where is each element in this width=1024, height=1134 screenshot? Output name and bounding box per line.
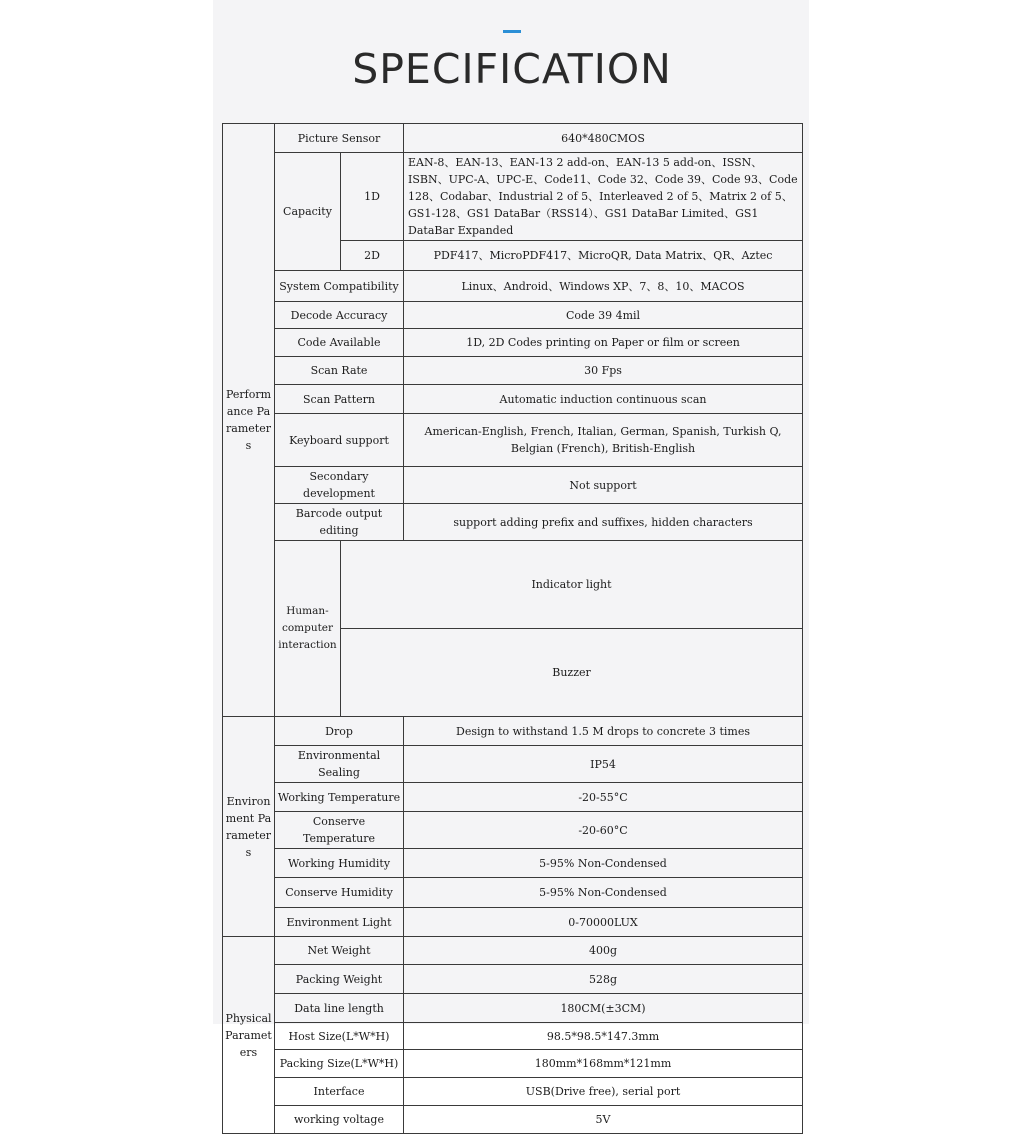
spec-table [222,123,803,1134]
row-value: Code 39 4mil [404,302,803,329]
row-value: Design to withstand 1.5 M drops to concrete 3 times [404,717,803,746]
row-value: 0-70000LUX [404,908,803,937]
row-label: working voltage [275,1106,404,1134]
table-row [223,153,803,241]
sub-label-1d: 1D [341,153,404,241]
row-label: Conserve Humidity [275,878,404,908]
row-label: Packing Size(L*W*H) [275,1050,404,1078]
row-label: Host Size(L*W*H) [275,1023,404,1050]
table-row [223,414,803,467]
page-title: SPECIFICATION [352,45,672,93]
row-label: Interface [275,1078,404,1106]
title-accent-bar [503,30,521,33]
row-value: 5-95% Non-Condensed [404,849,803,878]
row-label: Net Weight [275,937,404,965]
table-row [223,504,803,541]
row-label: Conserve Temperature [275,812,404,849]
row-value: 640*480CMOS [404,124,803,153]
group-physical: Physical Parameters [223,937,275,1134]
row-label: Scan Rate [275,357,404,385]
row-label: Barcode output editing [275,504,404,541]
table-row [223,1078,803,1106]
table-row [223,965,803,994]
row-label: Capacity [275,153,341,271]
row-label: Working Humidity [275,849,404,878]
table-row [223,1023,803,1050]
table-row [223,124,803,153]
row-label: Scan Pattern [275,385,404,414]
table-row [223,1050,803,1078]
row-label: Code Available [275,329,404,357]
row-value: IP54 [404,746,803,783]
table-row [223,994,803,1023]
group-performance: Performance Parameters [223,124,275,717]
row-label: Keyboard support [275,414,404,467]
group-environment: Environment Parameters [223,717,275,937]
row-label: Packing Weight [275,965,404,994]
row-label: System Compatibility [275,271,404,302]
table-row [223,812,803,849]
table-row [223,908,803,937]
row-label: Buzzer [341,629,803,717]
table-row [223,746,803,783]
row-value: 180mm*168mm*121mm [404,1050,803,1078]
row-value: -20-55°C [404,783,803,812]
table-row [223,937,803,965]
row-value: support adding prefix and suffixes, hidden characters [404,504,803,541]
row-label: Decode Accuracy [275,302,404,329]
table-row [223,357,803,385]
row-value: USB(Drive free), serial port [404,1078,803,1106]
row-value: -20-60°C [404,812,803,849]
row-label: Environmental Sealing [275,746,404,783]
row-value: Not support [404,467,803,504]
row-label: Picture Sensor [275,124,404,153]
row-value: American-English, French, Italian, German, Spanish, Turkish Q, Belgian (French), British-English [404,414,803,467]
row-value-2d: PDF417、MicroPDF417、MicroQR, Data Matrix、QR、Aztec [404,241,803,271]
row-value: 5V [404,1106,803,1134]
row-value-1d: EAN-8、EAN-13、EAN-13 2 add-on、EAN-13 5 add-on、ISSN、ISBN、UPC-A、UPC-E、Code11、Code 32、Code 39、Code 93、Code 128、Codabar、Industrial 2 of 5、Interleaved 2 of 5、Matrix 2 of 5、GS1-128、GS1 DataBar（RSS14）、GS1 DataBar Limited、GS1 DataBar Expanded [404,153,803,241]
row-label: Indicator light [341,541,803,629]
table-row [223,878,803,908]
row-value: 98.5*98.5*147.3mm [404,1023,803,1050]
row-label: Data line length [275,994,404,1023]
table-row [223,467,803,504]
row-label: Environment Light [275,908,404,937]
group-human: Human-computer interaction [275,541,341,717]
table-row [223,783,803,812]
row-label: Working Temperature [275,783,404,812]
row-value: 400g [404,937,803,965]
row-value: 528g [404,965,803,994]
table-row [223,717,803,746]
table-row [223,385,803,414]
table-row [223,271,803,302]
table-row [223,541,803,629]
row-value: 5-95% Non-Condensed [404,878,803,908]
sub-label-2d: 2D [341,241,404,271]
row-value: 180CM(±3CM) [404,994,803,1023]
row-label: Secondary development [275,467,404,504]
table-row [223,302,803,329]
table-row [223,1106,803,1134]
table-row [223,849,803,878]
row-value: Automatic induction continuous scan [404,385,803,414]
row-value: Linux、Android、Windows XP、7、8、10、MACOS [404,271,803,302]
row-value: 1D, 2D Codes printing on Paper or film or screen [404,329,803,357]
table-row [223,329,803,357]
row-value: 30 Fps [404,357,803,385]
row-label: Drop [275,717,404,746]
